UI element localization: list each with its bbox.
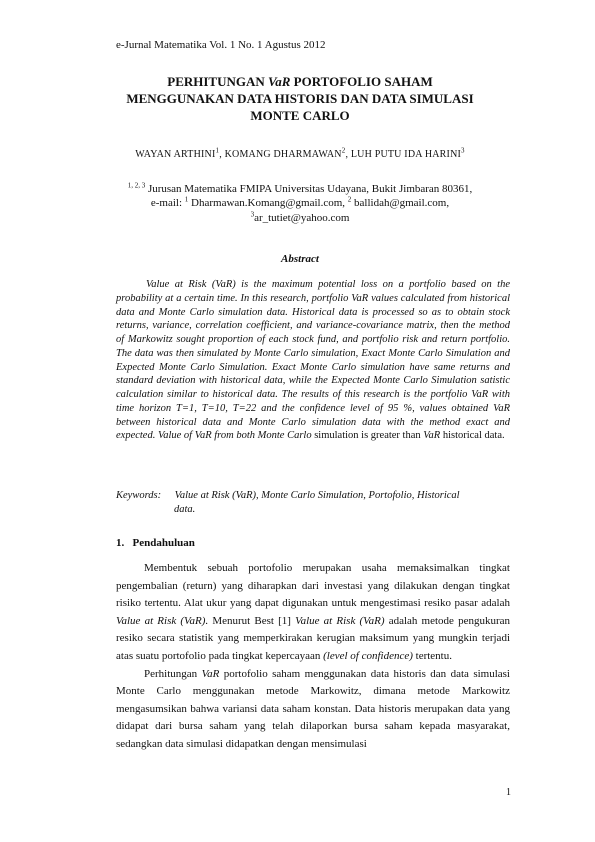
affiliation-marks: 1, 2, 3 — [127, 181, 146, 190]
abstract-text-var: VaR — [423, 430, 441, 442]
author-list: WAYAN ARTHINI$^1$, KOMANG DHARMAWAN$^2$, LUH PUTU IDA HARINI$^3$ — [135, 146, 465, 160]
paragraph-term: VaR — [201, 667, 220, 680]
abstract-text-end: historical data. — [440, 430, 505, 442]
email-mark: 3 — [250, 209, 255, 218]
paragraph-text: adalah metode pengukuran resiko secara statistik yang memperkirakan kerugian maksimum yang mungkin terjadi atas suatu portofolio pada tingkat kepercayaan — [116, 614, 511, 662]
title-var: VaR — [268, 74, 291, 89]
institution-text: Jurusan Matematika FMIPA Universitas Udayana, Bukit Jimbaran 80361, — [147, 183, 473, 195]
abstract-heading: Abstract — [281, 253, 319, 265]
section-title: Pendahuluan — [132, 537, 195, 549]
title-line-1 — [100, 73, 500, 90]
paragraph — [116, 560, 510, 666]
affiliation-email-3 — [100, 211, 500, 225]
page-number: 1 — [506, 787, 511, 798]
author-mark: 1 — [215, 146, 220, 155]
author-name: WAYAN ARTHINI — [135, 149, 216, 160]
email-prefix: e-mail: — [150, 197, 185, 210]
paragraph-text: Perhitungan — [144, 667, 202, 680]
abstract-body — [116, 278, 510, 443]
email-address: ballidah@gmail.com — [354, 197, 447, 210]
running-head: e-Jurnal Matematika Vol. 1 No. 1 Agustus 2012 — [116, 39, 326, 51]
email-mark: 1 — [184, 195, 189, 204]
section-number: 1. — [116, 537, 125, 549]
title-text: PORTOFOLIO SAHAM — [290, 74, 433, 89]
section-heading — [116, 536, 195, 550]
author-name: LUH PUTU IDA HARINI — [350, 149, 462, 160]
abstract-text-tail: simulation is greater than — [311, 430, 424, 442]
paragraph-term: (level of confidence) — [323, 649, 413, 662]
title-text: PERHITUNGAN — [167, 74, 269, 89]
title-line-2: MENGGUNAKAN DATA HISTORIS DAN DATA SIMULASI — [126, 91, 474, 107]
paragraph — [116, 666, 510, 754]
keywords-line-1: Value at Risk (VaR), Monte Carlo Simulation, Portofolio, Historical — [174, 490, 460, 501]
title-line-3: MONTE CARLO — [250, 108, 350, 124]
paragraph-text: Membentuk sebuah portofolio merupakan usaha memaksimalkan tingkat pengembalian (return) yang diharapkan dari investasi yang dilakukan dengan tingkat risiko tertentu. Alat ukur yang dapat digunakan untuk mengestimasi resiko pasar adalah — [116, 562, 510, 610]
keywords-label: Keywords: — [116, 490, 162, 501]
email-address: Dharmawan.Komang@gmail.com — [191, 197, 343, 210]
keywords-line-2: data. — [174, 504, 196, 516]
paragraph-text: portofolio saham menggunakan data historis dan data simulasi Monte Carlo menggunakan metode Markowitz, dimana metode Markowitz mengasumsikan bahwa variansi data saham konstan. Data historis merupakan data yang didapat dari bursa saham yang telah dilaporkan bursa saham kepada masyarakat, sedangkan data simulasi didapatkan dengan mensimulasi — [116, 667, 510, 750]
author-name: KOMANG DHARMAWAN — [224, 149, 342, 160]
author-mark: 2 — [341, 146, 346, 155]
paragraph-term: Value at Risk (VaR). — [116, 614, 209, 627]
abstract-text: Value at Risk (VaR) is the maximum potential loss on a portfolio based on the probability at a certain time. In this research, portfolio VaR values calculated from historical data and Monte Carlo simulation data. Historical data is processed so as to obtain stock returns, variance, correlation coefficient, and variance-covariance matrix, then the method of Markowitz sought proportion of each stock fund, and portfolio risk and return portfolio. The data was then simulated by Monte Carlo simulation, Exact Monte Carlo Simulation and Expected Monte Carlo Simulation. Exact Monte Carlo simulation have same returns and standard deviation with historical data, while the Expected Monte Carlo Simulation satistic calculation similar to historical data. The results of this research is the portfolio VaR with time horizon T=1, T=10, T=22 and the confidence level of 95 %, values obtained VaR between historical data and Monte Carlo simulation data with the method exact and expected. Value of VaR from both Monte Carlo — [116, 279, 510, 442]
affiliation-institution — [100, 182, 500, 196]
author-mark: 3 — [461, 146, 465, 155]
paragraph-text: tertentu. — [412, 649, 452, 662]
paragraph-term: Value at Risk (VaR) — [295, 614, 385, 627]
keywords — [116, 489, 510, 517]
email-mark: 2 — [347, 195, 352, 204]
paper-title — [100, 73, 500, 124]
affiliation-emails: e-mail: $^1$ Dharmawan.Komang@gmail.com, $^2$ ballidah@gmail.com, — [150, 195, 450, 210]
body-text — [116, 560, 510, 754]
paragraph-text: Menurut Best [1] — [208, 614, 296, 627]
affiliation — [100, 182, 500, 225]
email-address: ar_tutiet@yahoo.com — [254, 211, 350, 224]
